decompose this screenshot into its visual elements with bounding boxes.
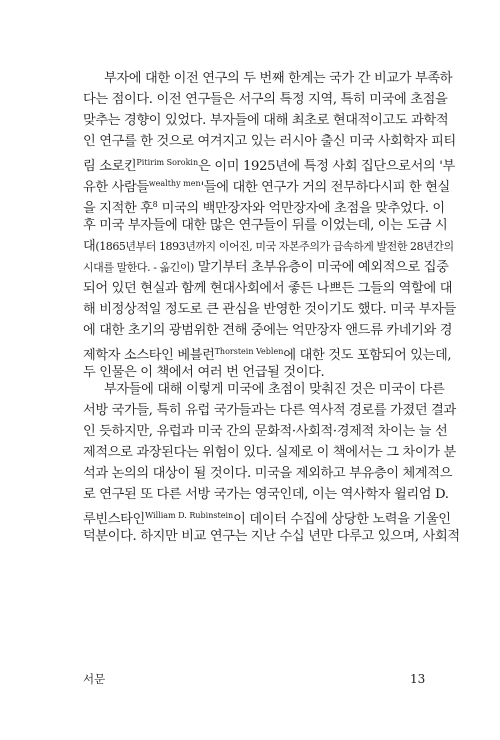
text-line <box>83 443 456 463</box>
line-text: 부자들에 대해 이렇게 미국에 초점이 맞춰진 것은 미국이 다른 <box>104 382 445 397</box>
text-line <box>83 132 456 152</box>
text-line <box>83 401 456 421</box>
footnote-superscript: Thorstein Veblen <box>214 347 284 356</box>
footnote-superscript: William D. Rubinstein <box>144 511 234 520</box>
line-text: 이 데이터 수집에 상당한 노력을 기울인 <box>233 512 451 527</box>
text-line <box>83 506 451 527</box>
line-text: 후 미국 부자들에 대한 많은 연구들이 뒤를 이었는데, 이는 도금 시 <box>83 218 448 233</box>
text-line <box>83 153 455 174</box>
line-text: 유한 사람들 <box>83 180 149 195</box>
text-line <box>83 464 453 484</box>
line-text: 서방 국가들, 특히 유럽 국가들과는 다른 역사적 경로를 가졌던 결과 <box>83 403 456 418</box>
line-text: 로 연구된 또 다른 서방 국가는 영국인데, 이는 역사학자 윌리엄 D. <box>83 487 449 502</box>
line-text: 되어 있던 현실과 함께 현대사회에서 좋든 나쁘든 그들의 역할에 대 <box>83 281 453 296</box>
text-line <box>83 485 449 505</box>
text-line <box>83 90 448 110</box>
line-text: 말기부터 초부유층이 미국에 예외적으로 집중 <box>193 260 449 275</box>
line-text: '들에 대한 연구가 거의 전무하다시피 한 현실 <box>200 180 450 195</box>
translator-note: 시대를 말한다. - 옮긴이) <box>83 261 194 274</box>
text-line <box>83 111 449 131</box>
line-text: 에 대한 것도 포함되어 있는데, <box>283 348 452 363</box>
text-line <box>83 237 454 257</box>
line-text: 에 대한 초기의 광범위한 견해 중에는 억만장자 앤드류 카네기와 경 <box>83 323 453 338</box>
text-line <box>83 527 460 547</box>
line-text: 인 연구를 한 것으로 여겨지고 있는 러시아 출신 미국 사회학자 피티 <box>83 134 456 149</box>
line-text: 제학자 소스타인 베블런 <box>83 348 215 363</box>
text-line <box>83 216 448 236</box>
text-line <box>83 342 452 363</box>
text-line <box>83 422 448 442</box>
line-text: 림 소로킨 <box>83 159 137 174</box>
line-text: 부자에 대한 이전 연구의 두 번째 한계는 국가 간 비교가 부족하 <box>104 71 453 86</box>
text-line <box>83 300 456 320</box>
text-line <box>83 279 453 299</box>
footnote-superscript: 8 <box>152 200 158 209</box>
line-text: 해 비정상적일 정도로 큰 관심을 반영한 것이기도 했다. 미국 부자들 <box>83 302 456 317</box>
line-text: 은 이미 1925년에 특정 사회 집단으로서의 '부 <box>198 159 455 174</box>
line-text: 인 듯하지만, 유럽과 미국 간의 문화적·사회적·경제적 차이는 늘 선 <box>83 424 448 439</box>
text-line <box>83 195 445 216</box>
line-text: 다는 점이다. 이전 연구들은 서구의 특정 지역, 특히 미국에 초점을 <box>83 92 448 107</box>
translator-note: (1865년부터 1893년까지 이어진, 미국 자본주의가 급속하게 발전한 28년간의 <box>95 240 454 253</box>
footnote-superscript: wealthy men <box>148 179 201 188</box>
line-text: 석과 논의의 대상이 될 것이다. 미국을 제외하고 부유층이 체계적으 <box>83 466 453 481</box>
line-text: 대 <box>83 239 96 254</box>
line-text: 덕분이다. 하지만 비교 연구는 지난 수십 년만 다루고 있으며, 사회적 <box>83 529 460 544</box>
text-line <box>83 258 449 278</box>
line-text: 맞추는 경향이 있었다. 부자들에 대해 최초로 현대적이고도 과학적 <box>83 113 449 128</box>
line-text: 루빈스타인 <box>83 512 145 527</box>
line-text: 제적으로 과장된다는 위험이 있다. 실제로 이 책에서는 그 차이가 분 <box>83 445 456 460</box>
text-line <box>83 321 453 341</box>
footnote-superscript: Pitirim Sorokin <box>136 158 199 167</box>
text-line <box>104 380 445 400</box>
running-footer-section: 서문 <box>83 672 106 686</box>
text-line <box>104 69 453 89</box>
line-text: 미국의 백만장자와 억만장자에 초점을 맞추었다. 이 <box>157 201 445 216</box>
line-text: 을 지적한 후 <box>83 201 153 216</box>
page-number: 13 <box>410 672 426 686</box>
text-line <box>83 174 450 195</box>
line-text: 두 인물은 이 책에서 여러 번 언급될 것이다. <box>83 365 325 380</box>
